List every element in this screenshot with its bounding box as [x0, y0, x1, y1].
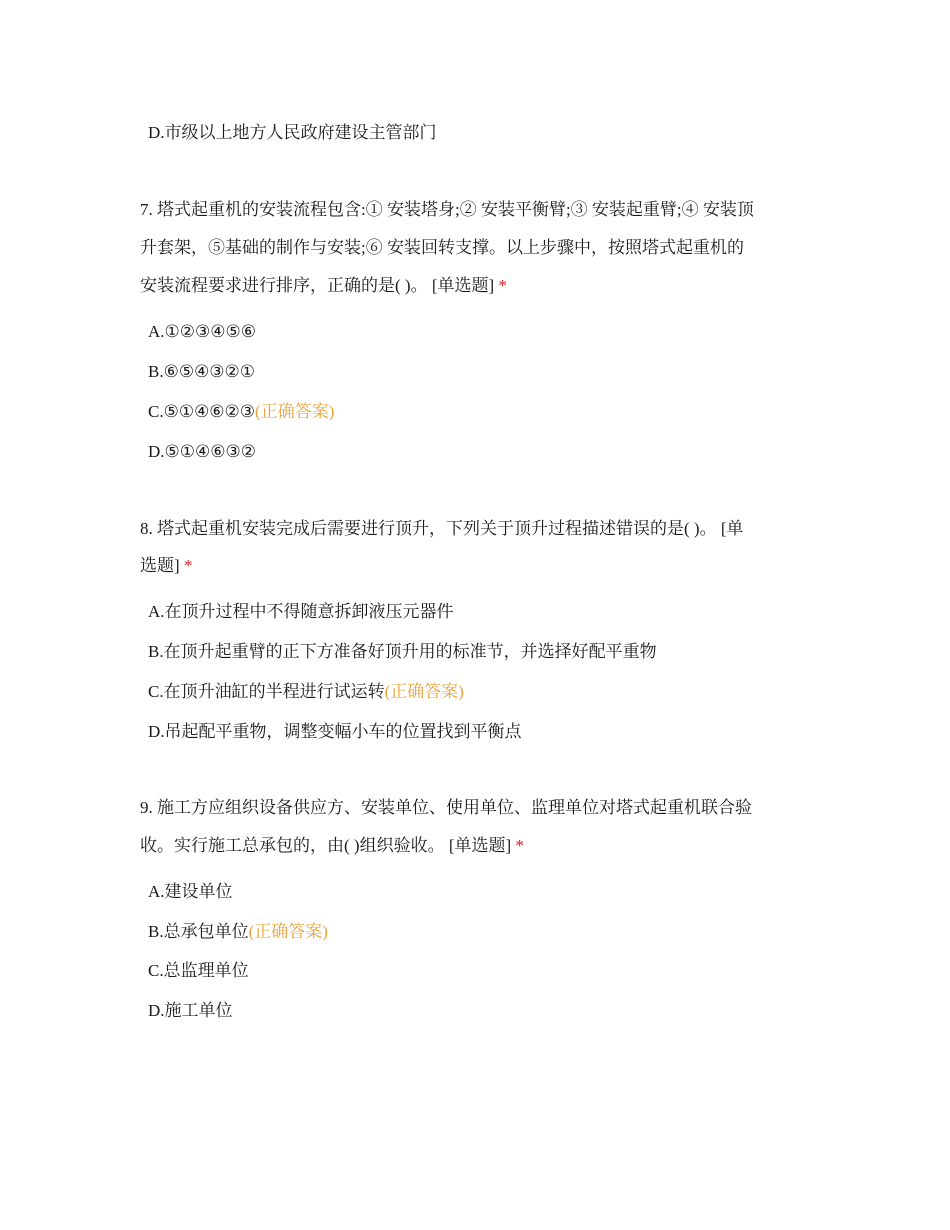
- question-9-line-1: 9. 施工方应组织设备供应方、安装单位、使用单位、监理单位对塔式起重机联合验: [140, 798, 752, 817]
- option-text: B.在顶升起重臂的正下方准备好顶升用的标准节，并选择好配平重物: [148, 642, 657, 661]
- option-text: A.①②③④⑤⑥: [148, 322, 256, 341]
- question-7-line-3-text: 安装流程要求进行排序，正确的是( )。 [单选题]: [140, 276, 495, 295]
- required-mark: *: [183, 556, 193, 575]
- q9-option-b: [148, 920, 328, 944]
- option-text: C.总监理单位: [148, 961, 249, 980]
- q7-option-d: [148, 440, 256, 464]
- question-7-line-3: [140, 274, 507, 298]
- question-8-line-2: [140, 554, 192, 578]
- question-9-line-2-text: 收。实行施工总承包的，由( )组织验收。 [单选题]: [140, 836, 512, 855]
- option-text: B.总承包单位: [148, 922, 249, 941]
- q7-option-a: [148, 320, 256, 344]
- question-9-line-2: [140, 834, 524, 858]
- q9-option-a: [148, 880, 233, 904]
- q7-option-c: [148, 400, 334, 424]
- correct-answer-tag: (正确答案): [255, 402, 335, 421]
- correct-answer-tag: (正确答案): [384, 682, 464, 701]
- required-mark: *: [515, 836, 524, 855]
- correct-answer-tag: (正确答案): [248, 922, 328, 941]
- q9-option-d: [148, 999, 233, 1023]
- q8-option-c: [148, 680, 464, 704]
- q8-option-b: [148, 640, 657, 664]
- required-mark: *: [498, 276, 507, 295]
- q9-option-c: [148, 959, 249, 983]
- question-7-line-1: 7. 塔式起重机的安装流程包含:① 安装塔身;② 安装平衡臂;③ 安装起重臂;④ 安装顶: [140, 200, 754, 219]
- option-text: D.吊起配平重物，调整变幅小车的位置找到平衡点: [148, 722, 522, 741]
- q6-option-d: [148, 121, 437, 145]
- question-8-line-1: 8. 塔式起重机安装完成后需要进行顶升，下列关于顶升过程描述错误的是( )。 [单: [140, 519, 744, 538]
- option-text: B.⑥⑤④③②①: [148, 362, 256, 381]
- q8-option-d: [148, 720, 522, 744]
- q8-option-a: [148, 600, 454, 624]
- question-7-line-2: 升套架，⑤基础的制作与安装;⑥ 安装回转支撑。以上步骤中，按照塔式起重机的: [140, 238, 744, 257]
- option-text: D.施工单位: [148, 1001, 233, 1020]
- option-text: D.⑤①④⑥③②: [148, 442, 256, 461]
- q7-option-b: [148, 360, 255, 384]
- option-text: D.市级以上地方人民政府建设主管部门: [148, 123, 437, 142]
- option-text: A.在顶升过程中不得随意拆卸液压元器件: [148, 602, 454, 621]
- option-text: C.⑤①④⑥②③: [148, 402, 256, 421]
- option-text: A.建设单位: [148, 882, 233, 901]
- question-8-line-2-text: 选题]: [140, 556, 180, 575]
- option-text: C.在顶升油缸的半程进行试运转: [148, 682, 385, 701]
